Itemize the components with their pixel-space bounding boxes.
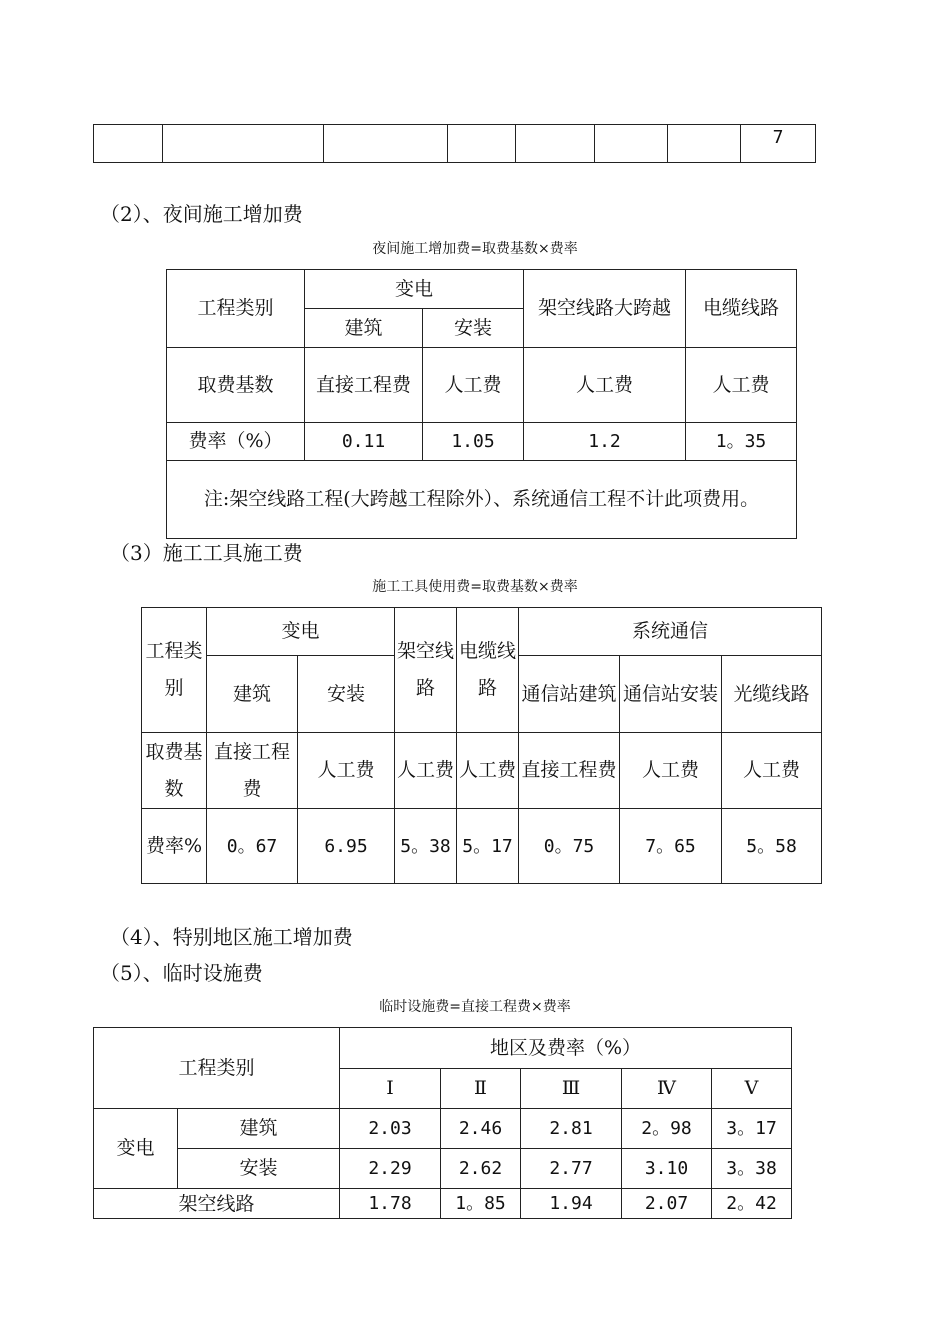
header-overhead-crossing: 架空线路大跨越 xyxy=(524,270,686,348)
rate-cell: 1。85 xyxy=(441,1189,521,1219)
rate-cell: 2.81 xyxy=(521,1109,622,1149)
formula-temp-facility: 临时设施费=直接工程费×费率 xyxy=(379,999,571,1015)
base-cell: 直接工程费 xyxy=(207,733,298,809)
base-cell: 人工费 xyxy=(524,348,686,423)
header-build: 建筑 xyxy=(305,309,423,348)
region-header: Ⅴ xyxy=(712,1069,792,1109)
region-header: Ⅰ xyxy=(340,1069,441,1109)
rate-cell: 2。98 xyxy=(622,1109,712,1149)
rate-cell: 1.78 xyxy=(340,1189,441,1219)
tool-fee-table xyxy=(141,607,822,884)
header-install: 安装 xyxy=(423,309,524,348)
table-cell xyxy=(516,125,595,163)
base-cell: 人工费 xyxy=(395,733,457,809)
night-work-fee-table xyxy=(166,269,797,539)
region-header: Ⅳ xyxy=(622,1069,712,1109)
header-category: 工程类别 xyxy=(167,270,305,348)
table-cell xyxy=(94,125,163,163)
formula-night-work: 夜间施工增加费=取费基数×费率 xyxy=(372,241,578,257)
rate-cell: 3。17 xyxy=(712,1109,792,1149)
row-label: 架空线路 xyxy=(94,1189,340,1219)
row-label: 安装 xyxy=(178,1149,340,1189)
rate-cell: 1。35 xyxy=(686,423,797,461)
base-cell: 人工费 xyxy=(423,348,524,423)
base-cell: 人工费 xyxy=(620,733,722,809)
table-cell xyxy=(324,125,448,163)
table-cell: 7 xyxy=(741,125,816,163)
group-substation: 变电 xyxy=(94,1109,178,1189)
rate-cell: 0。75 xyxy=(519,809,620,884)
row-label-base: 取费基数 xyxy=(167,348,305,423)
rate-cell: 1.94 xyxy=(521,1189,622,1219)
rate-cell: 5。58 xyxy=(722,809,822,884)
formula-tool-fee: 施工工具使用费=取费基数×费率 xyxy=(372,579,578,595)
base-cell: 人工费 xyxy=(722,733,822,809)
rate-cell: 2.03 xyxy=(340,1109,441,1149)
header-station-install: 通信站安装 xyxy=(620,656,722,733)
header-substation: 变电 xyxy=(207,608,395,656)
row-label-rate: 费率% xyxy=(142,809,207,884)
rate-cell: 1.05 xyxy=(423,423,524,461)
header-cable: 电缆线路 xyxy=(686,270,797,348)
row-label: 建筑 xyxy=(178,1109,340,1149)
base-cell: 直接工程费 xyxy=(519,733,620,809)
rate-cell: 2.07 xyxy=(622,1189,712,1219)
rate-cell: 3.10 xyxy=(622,1149,712,1189)
header-category: 工程类别 xyxy=(94,1028,340,1109)
base-cell: 直接工程费 xyxy=(305,348,423,423)
base-cell: 人工费 xyxy=(298,733,395,809)
section-heading-tool-fee: （3）施工工具施工费 xyxy=(110,541,303,565)
row-label-rate: 费率（%） xyxy=(167,423,305,461)
base-cell: 人工费 xyxy=(686,348,797,423)
row-label-base: 取费基数 xyxy=(142,733,207,809)
header-category: 工程类别 xyxy=(142,608,207,733)
header-comm: 系统通信 xyxy=(519,608,822,656)
top-table-fragment xyxy=(93,124,816,163)
table-cell xyxy=(163,125,324,163)
header-build: 建筑 xyxy=(207,656,298,733)
header-overhead: 架空线路 xyxy=(395,608,457,733)
region-header: Ⅱ xyxy=(441,1069,521,1109)
region-header: Ⅲ xyxy=(521,1069,622,1109)
rate-cell: 2.77 xyxy=(521,1149,622,1189)
rate-cell: 2。42 xyxy=(712,1189,792,1219)
rate-cell: 3。38 xyxy=(712,1149,792,1189)
temp-facility-fee-table xyxy=(93,1027,792,1219)
table-cell xyxy=(595,125,668,163)
section-heading-night-work: （2）、夜间施工增加费 xyxy=(100,202,303,226)
rate-cell: 0。67 xyxy=(207,809,298,884)
header-fiber: 光缆线路 xyxy=(722,656,822,733)
rate-cell: 2.29 xyxy=(340,1149,441,1189)
rate-cell: 5。38 xyxy=(395,809,457,884)
rate-cell: 5。17 xyxy=(457,809,519,884)
header-substation: 变电 xyxy=(305,270,524,309)
rate-cell: 2.62 xyxy=(441,1149,521,1189)
rate-cell: 7。65 xyxy=(620,809,722,884)
rate-cell: 2.46 xyxy=(441,1109,521,1149)
rate-cell: 0.11 xyxy=(305,423,423,461)
table-cell xyxy=(668,125,741,163)
header-cable: 电缆线路 xyxy=(457,608,519,733)
table-cell xyxy=(448,125,516,163)
header-region-rate: 地区及费率（%） xyxy=(340,1028,792,1069)
section-heading-special-region: （4）、特别地区施工增加费 xyxy=(110,925,353,949)
rate-cell: 1.2 xyxy=(524,423,686,461)
table-note: 注:架空线路工程(大跨越工程除外）、系统通信工程不计此项费用。 xyxy=(167,461,797,539)
header-station-build: 通信站建筑 xyxy=(519,656,620,733)
base-cell: 人工费 xyxy=(457,733,519,809)
header-install: 安装 xyxy=(298,656,395,733)
rate-cell: 6.95 xyxy=(298,809,395,884)
section-heading-temp-facility: （5）、临时设施费 xyxy=(100,961,263,985)
